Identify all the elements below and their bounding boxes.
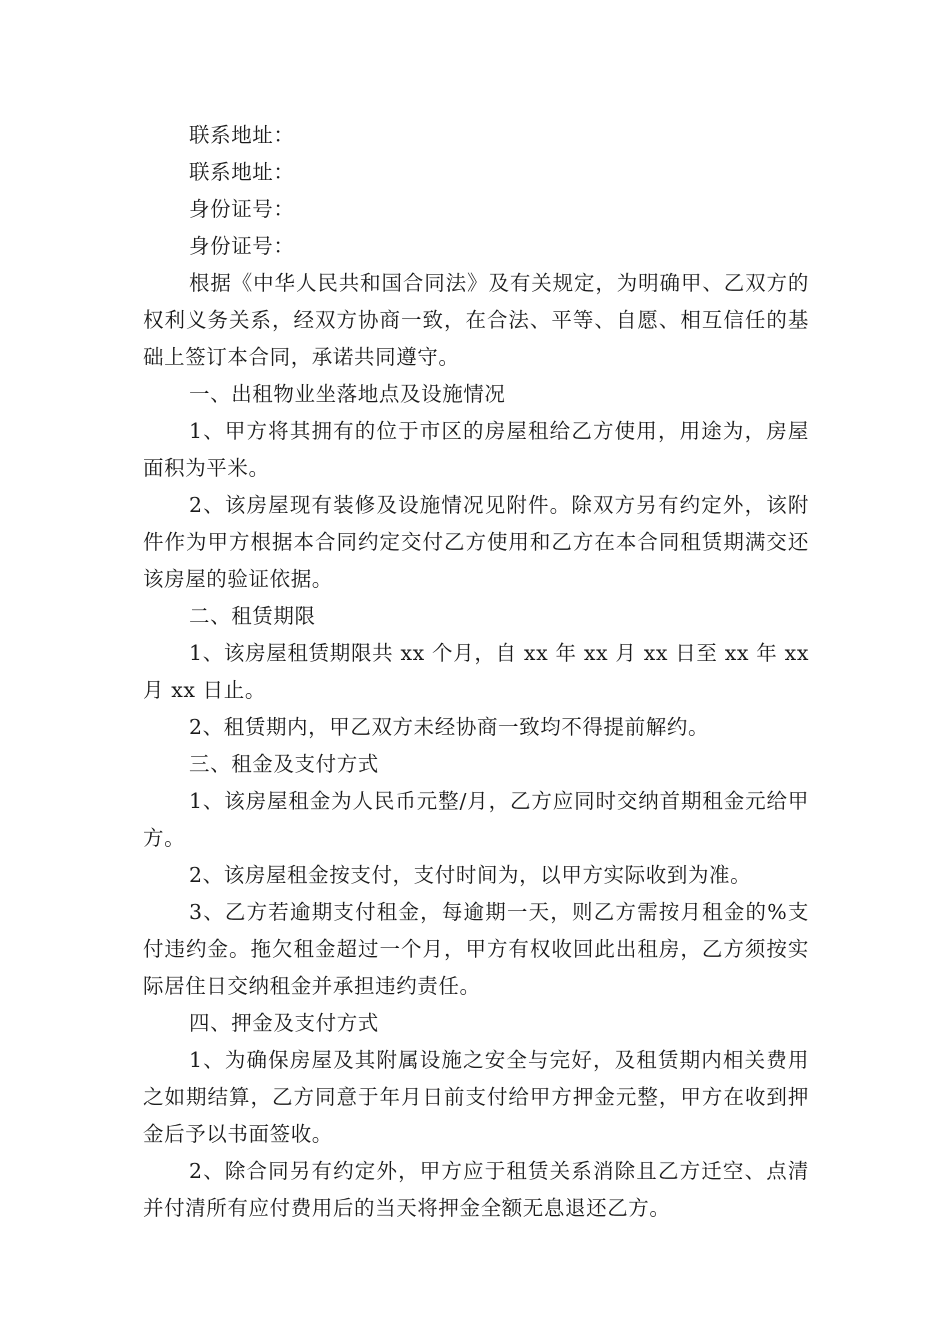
id-number-line-1: 身份证号： — [189, 197, 295, 221]
contact-address-line-2: 联系地址： — [189, 160, 295, 184]
section-1-clause-2: 2、该房屋现有装修及设施情况见附件。除双方另有约定外，该附件作为甲方根据本合同约定交付乙方使用和乙方在本合同租赁期满交还该房屋的验证依据。 — [143, 493, 809, 591]
preamble-paragraph: 根据《中华人民共和国合同法》及有关规定，为明确甲、乙双方的权利义务关系，经双方协商一致，在合法、平等、自愿、相互信任的基础上签订本合同，承诺共同遵守。 — [143, 271, 809, 369]
contact-address-line-1: 联系地址： — [189, 123, 295, 147]
section-2-clause-1: 1、该房屋租赁期限共 xx 个月，自 xx 年 xx 月 xx 日至 xx 年 xx 月 xx 日止。 — [143, 641, 809, 702]
section-1-clause-1: 1、甲方将其拥有的位于市区的房屋租给乙方使用，用途为，房屋面积为平米。 — [143, 419, 809, 480]
section-heading-4: 四、押金及支付方式 — [189, 1011, 379, 1035]
section-2-clause-2: 2、租赁期内，甲乙双方未经协商一致均不得提前解约。 — [189, 715, 710, 739]
section-3-clause-1: 1、该房屋租金为人民币元整/月，乙方应同时交纳首期租金元给甲方。 — [143, 789, 809, 850]
section-heading-3: 三、租金及支付方式 — [189, 752, 379, 776]
section-3-clause-3: 3、乙方若逾期支付租金，每逾期一天，则乙方需按月租金的%支付违约金。拖欠租金超过一个月，甲方有权收回此出租房，乙方须按实际居住日交纳租金并承担违约责任。 — [143, 900, 809, 998]
section-heading-2: 二、租赁期限 — [189, 604, 316, 628]
section-3-clause-2: 2、该房屋租金按支付，支付时间为，以甲方实际收到为准。 — [189, 863, 752, 887]
id-number-line-2: 身份证号： — [189, 234, 295, 258]
document-body — [143, 117, 809, 1227]
section-4-clause-2: 2、除合同另有约定外，甲方应于租赁关系消除且乙方迁空、点清并付清所有应付费用后的当天将押金全额无息退还乙方。 — [143, 1159, 809, 1220]
section-heading-1: 一、出租物业坐落地点及设施情况 — [189, 382, 506, 406]
section-4-clause-1: 1、为确保房屋及其附属设施之安全与完好，及租赁期内相关费用之如期结算，乙方同意于年月日前支付给甲方押金元整，甲方在收到押金后予以书面签收。 — [143, 1048, 809, 1146]
